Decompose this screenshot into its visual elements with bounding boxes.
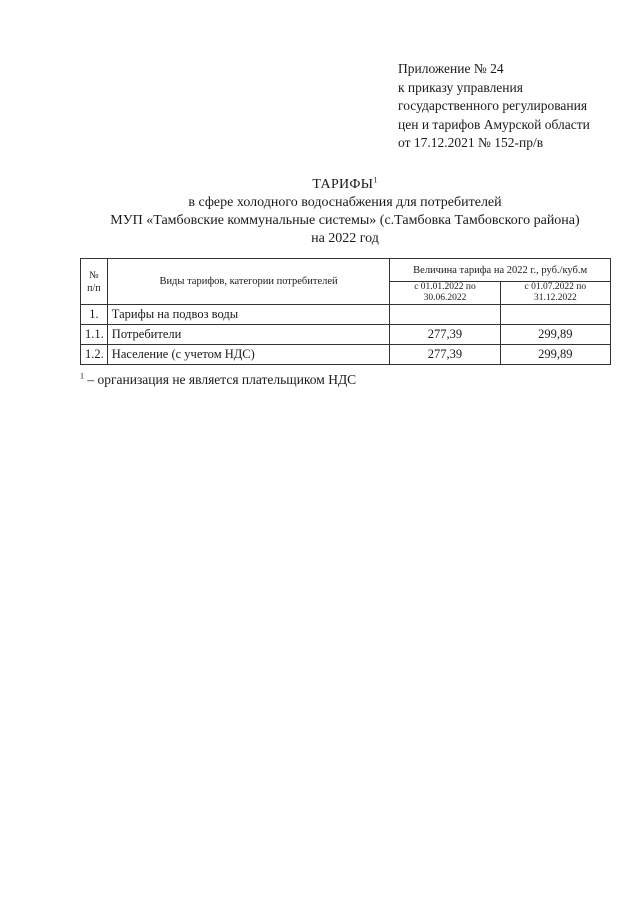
table-row [81,305,611,325]
footnote [80,372,356,388]
title-line-3: МУП «Тамбовские коммунальные системы» (с.Тамбовка Тамбовского района) [110,213,580,228]
table-row [81,345,611,365]
header-num: № п/п [81,259,108,305]
header-period-2: с 01.07.2022 по 31.12.2022 [500,282,610,305]
row-value-1 [390,305,500,325]
tariff-table [80,258,611,365]
table-header-row [81,259,611,282]
row-value-2: 299,89 [500,325,610,345]
table-row [81,325,611,345]
title-main [80,176,610,194]
appendix-line: от 17.12.2021 № 152-пр/в [398,135,544,150]
appendix-line: цен и тарифов Амурской области [398,116,590,132]
header-value-group: Величина тарифа на 2022 г., руб./куб.м [390,259,611,282]
row-value-1: 277,39 [390,345,500,365]
footnote-mark: 1 [80,371,84,381]
appendix-line: к приказу управления [398,79,523,95]
row-value-1: 277,39 [390,325,500,345]
row-num: 1.2. [81,345,108,365]
title-line-4: на 2022 год [311,231,379,246]
header-type: Виды тарифов, категории потребителей [107,259,390,305]
title-main-text: ТАРИФЫ [312,177,374,192]
row-type: Потребители [107,325,390,345]
row-type: Тарифы на подвоз воды [107,305,390,325]
appendix-line: государственного регулирования [398,98,588,113]
header-period-1: с 01.01.2022 по 30.06.2022 [390,282,500,305]
row-type: Население (с учетом НДС) [107,345,390,365]
appendix-line: Приложение № 24 [398,61,504,76]
row-num: 1. [81,305,108,325]
footnote-text: – организация не является плательщиком НДС [84,372,357,387]
appendix-header [398,60,590,153]
document-title [80,176,610,248]
row-value-2 [500,305,610,325]
title-line-2: в сфере холодного водоснабжения для потребителей [188,195,502,210]
title-footnote-mark: 1 [373,175,378,185]
row-value-2: 299,89 [500,345,610,365]
row-num: 1.1. [81,325,108,345]
